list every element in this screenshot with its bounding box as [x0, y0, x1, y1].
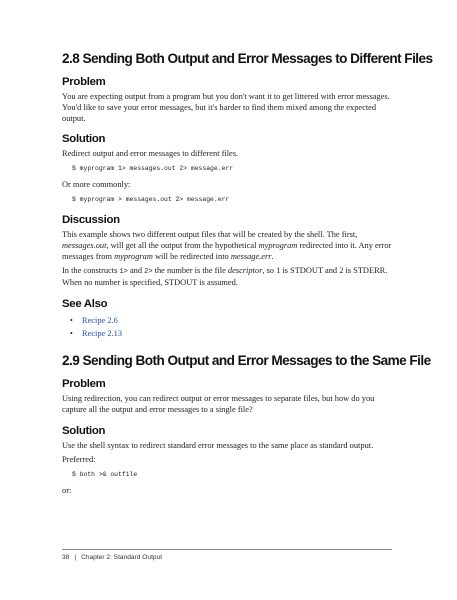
disc-text: the number is the file: [152, 266, 228, 276]
see-also-list: [62, 314, 392, 340]
list-item: [70, 327, 392, 340]
solution-text: Use the shell syntax to redirect standard error messages to the same place as standard output.: [62, 440, 374, 450]
discussion-paragraph-2: [62, 266, 392, 289]
code-example-both: $ both >& outfile: [72, 471, 138, 479]
problem-heading: Problem: [62, 76, 106, 88]
discussion-heading: Discussion: [62, 213, 120, 226]
disc-text: .: [271, 251, 274, 261]
disc-text: will be redirected into: [152, 251, 231, 261]
program-name: myprogram: [114, 251, 153, 261]
section-2-9-title: 2.9 Sending Both Output and Error Messages to the Same File: [62, 352, 431, 368]
page-footer: [62, 549, 392, 561]
bullet-icon: •: [70, 328, 73, 338]
list-item: [70, 314, 392, 327]
solution-heading: Solution: [62, 424, 106, 437]
problem-text: Using redirection, you can redirect output or error messages to separate files, but how do you capture all the output and error messages to a single file?: [62, 393, 375, 414]
inline-code-2: 2>: [144, 268, 153, 277]
filename-message-err: message.err: [230, 251, 272, 261]
bullet-icon: •: [70, 315, 73, 325]
page-content: [62, 38, 433, 501]
disc-text: and: [127, 266, 145, 276]
problem-text: You are expecting output from a program but you don't want it to get littered with error messages. You'd like to save your error messages, but it's harder to find them mixed among the expected output.: [62, 92, 390, 123]
solution-text: Redirect output and error messages to different files.: [62, 149, 239, 159]
term-descriptor: descriptor: [227, 266, 263, 276]
link-recipe-2-6[interactable]: Recipe 2.6: [82, 315, 118, 325]
disc-text: , will get all the output from the hypothetical: [106, 240, 259, 250]
discussion-paragraph-1: [62, 230, 392, 262]
preferred-text: Preferred:: [62, 455, 96, 465]
or-text: or:: [62, 486, 72, 496]
disc-text: , so 1 is STDOUT and 2 is STDERR. When no number is specified, STDOUT is assumed.: [62, 266, 388, 288]
footer-separator: |: [74, 554, 77, 561]
or-text: Or more commonly:: [62, 180, 131, 190]
disc-text: In the constructs: [62, 266, 120, 276]
disc-text: This example shows two different output files that will be created by the shell. The first,: [62, 229, 358, 239]
code-example-2: $ myprogram > messages.out 2> message.err: [72, 195, 230, 203]
code-example-1: $ myprogram 1> messages.out 2> message.err: [72, 165, 234, 173]
filename-messages-out: messages.out: [62, 240, 107, 250]
problem-heading: Problem: [62, 377, 106, 390]
link-recipe-2-13[interactable]: Recipe 2.13: [82, 328, 123, 338]
page-number: 38: [62, 554, 70, 561]
chapter-name: Chapter 2: Standard Output: [81, 554, 163, 561]
disc-text: redirected into it. Any error messages from: [62, 240, 392, 261]
program-name: myprogram: [258, 240, 298, 250]
see-also-heading: See Also: [62, 297, 108, 310]
solution-heading: Solution: [62, 133, 106, 146]
inline-code-1: 1>: [119, 268, 128, 277]
section-2-8-title: 2.8 Sending Both Output and Error Messages to Different Files: [62, 51, 433, 66]
